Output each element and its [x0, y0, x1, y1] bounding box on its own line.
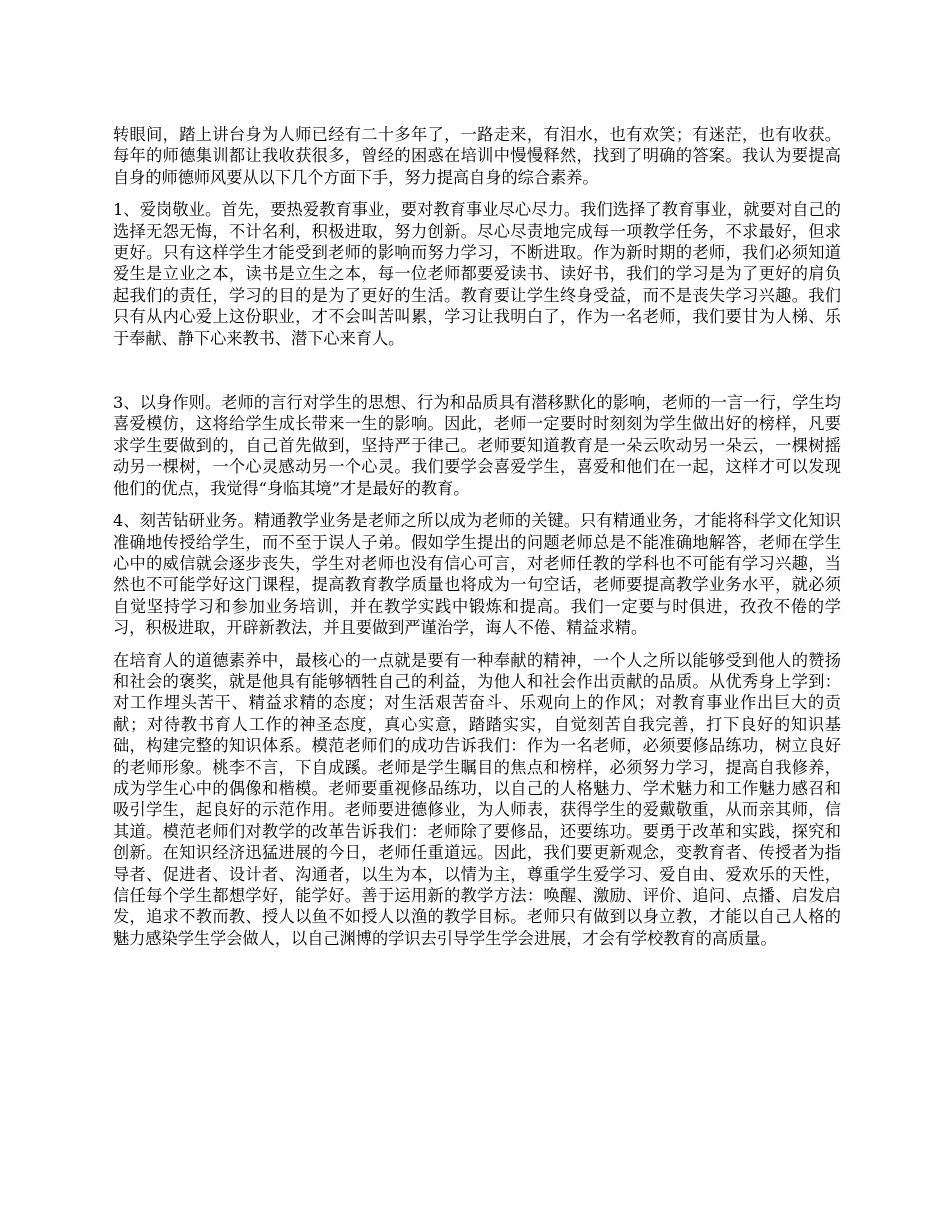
- section-4-paragraph: 4、刻苦钻研业务。精通教学业务是老师之所以成为老师的关键。只有精通业务，才能将科学文化知识准确地传授给学生，而不至于误人子弟。假如学生提出的问题老师总是不能准确地解答，老师在学生心中的威信就会逐步丧失，学生对老师也没有信心可言，对老师任教的学科也不可能有学习兴趣，当然也不可能学好这门课程，提高教育教学质量也将成为一句空话，老师要提高教学业务水平，就必须自觉坚持学习和参加业务培训，并在教学实践中锻炼和提高。我们一定要与时俱进，孜孜不倦的学习，积极进取，开辟新教法，并且要做到严谨治学，诲人不倦、精益求精。: [113, 511, 841, 638]
- document-body: [113, 124, 841, 960]
- intro-paragraph: 转眼间，踏上讲台身为人师已经有二十多年了，一路走来，有泪水，也有欢笑；有迷茫，也有收获。每年的师德集训都让我收获很多，曾经的困惑在培训中慢慢释然，找到了明确的答案。我认为要提高自身的师德师风要从以下几个方面下手，努力提高自身的综合素养。: [113, 125, 841, 187]
- section-1-paragraph: 1、爱岗敬业。首先，要热爱教育事业，要对教育事业尽心尽力。我们选择了教育事业，就要对自己的选择无怨无悔，不计名利，积极进取，努力创新。尽心尽责地完成每一项教学任务，不求最好，但求更好。只有这样学生才能受到老师的影响而努力学习，不断进取。作为新时期的老师，我们必须知道爱生是立业之本，读书是立生之本，每一位老师都要爱读书、读好书，我们的学习是为了更好的肩负起我们的责任，学习的目的是为了更好的生活。教育要让学生终身受益，而不是丧失学习兴趣。我们只有从内心爱上这份职业，才不会叫苦叫累，学习让我明白了，作为一名老师，我们要甘为人梯、乐于奉献、静下心来教书、潜下心来育人。: [113, 200, 841, 348]
- section-3-paragraph: 3、以身作则。老师的言行对学生的思想、行为和品质具有潜移默化的影响，老师的一言一行，学生均喜爱模仿，这将给学生成长带来一生的影响。因此，老师一定要时时刻刻为学生做出好的榜样，凡要求学生要做到的，自己首先做到，坚持严于律己。老师要知道教育是一朵云吹动另一朵云，一棵树摇动另一棵树，一个心灵感动另一个心灵。我们要学会喜爱学生，喜爱和他们在一起，这样才可以发现他们的优点，我觉得“身临其境”才是最好的教育。: [113, 393, 841, 498]
- blank-space: [113, 360, 841, 392]
- closing-paragraph: 在培育人的道德素养中，最核心的一点就是要有一种奉献的精神，一个人之所以能够受到他人的赞扬和社会的褒奖，就是他具有能够牺牲自己的利益，为他人和社会作出贡献的品质。从优秀身上学到：对工作埋头苦干、精益求精的态度；对生活艰苦奋斗、乐观向上的作风；对教育事业作出巨大的贡献；对待教书育人工作的神圣态度，真心实意，踏踏实实，自觉刻苦自我完善，打下良好的知识基础，构建完整的知识体系。模范老师们的成功告诉我们：作为一名老师，必须要修品练功，树立良好的老师形象。桃李不言，下自成蹊。老师是学生瞩目的焦点和榜样，必须努力学习，提高自我修养，成为学生心中的偶像和楷模。老师要重视修品练功，以自己的人格魅力、学术魅力和工作魅力感召和吸引学生，起良好的示范作用。老师要进德修业，为人师表，获得学生的爱戴敬重，从而亲其师，信其道。模范老师们对教学的改革告诉我们：老师除了要修品，还要练功。要勇于改革和实践，探究和创新。在知识经济迅猛进展的今日，老师任重道远。因此，我们要更新观念，变教育者、传授者为指导者、促进者、设计者、沟通者，以生为本，以情为主，尊重学生爱学习、爱自由、爱欢乐的天性，信任每个学生都想学好，能学好。善于运用新的教学方法：唤醒、激励、评价、追问、点播、启发启发，追求不教而教、授人以鱼不如授人以渔的教学目标。老师只有做到以身立教，才能以自己人格的魅力感染学生学会做人，以自己渊博的学识去引导学生学会进展，才会有学校教育的高质量。: [113, 650, 841, 948]
